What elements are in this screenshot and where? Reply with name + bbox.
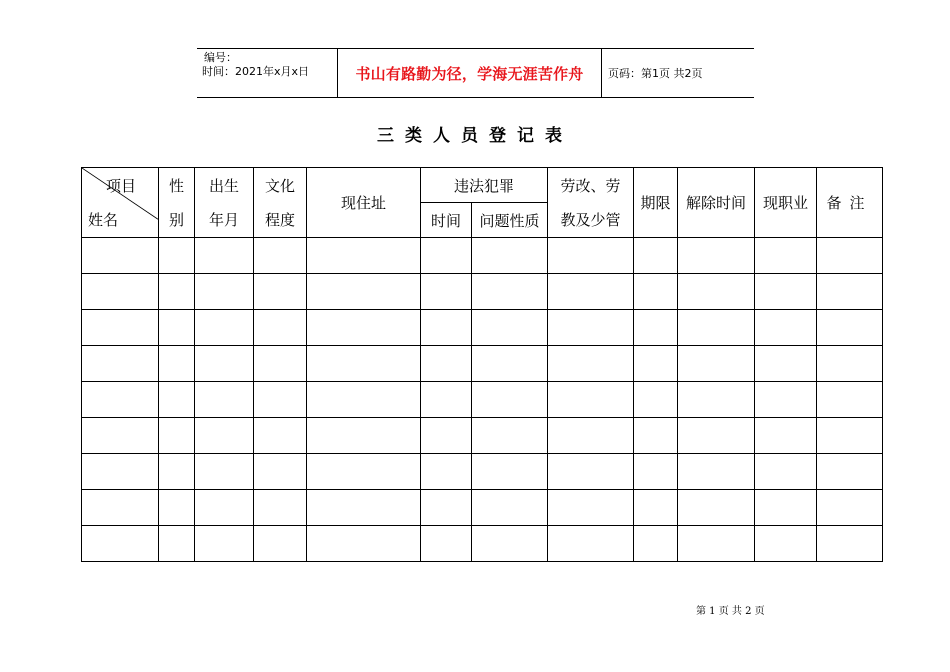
table-cell[interactable] xyxy=(421,346,472,382)
table-cell[interactable] xyxy=(82,454,159,490)
table-cell[interactable] xyxy=(159,310,195,346)
table-cell[interactable] xyxy=(548,382,634,418)
table-cell[interactable] xyxy=(421,382,472,418)
table-cell[interactable] xyxy=(307,274,421,310)
diagonal-header-cell xyxy=(82,168,159,238)
table-cell[interactable] xyxy=(548,490,634,526)
table-cell[interactable] xyxy=(421,238,472,274)
table-cell[interactable] xyxy=(472,526,548,562)
table-cell[interactable] xyxy=(472,490,548,526)
table-cell[interactable] xyxy=(307,526,421,562)
table-cell[interactable] xyxy=(678,274,755,310)
table-cell[interactable] xyxy=(254,382,307,418)
table-cell[interactable] xyxy=(755,310,817,346)
table-cell[interactable] xyxy=(817,346,883,382)
table-row xyxy=(82,454,883,490)
table-cell[interactable] xyxy=(421,454,472,490)
table-row xyxy=(82,274,883,310)
table-cell[interactable] xyxy=(548,454,634,490)
header-education xyxy=(254,168,307,238)
header-row-1 xyxy=(82,168,883,203)
table-cell[interactable] xyxy=(755,418,817,454)
header-remark: 备注 xyxy=(817,168,883,238)
table-cell[interactable] xyxy=(472,418,548,454)
table-cell[interactable] xyxy=(678,526,755,562)
table-cell[interactable] xyxy=(548,526,634,562)
header-birth-line1: 出生 xyxy=(208,176,239,195)
header-birth xyxy=(195,168,254,238)
table-cell[interactable] xyxy=(548,346,634,382)
table-cell[interactable] xyxy=(817,526,883,562)
table-cell[interactable] xyxy=(817,238,883,274)
header-birth-line2: 年月 xyxy=(208,210,239,229)
table-cell[interactable] xyxy=(307,490,421,526)
table-cell[interactable] xyxy=(678,238,755,274)
table-cell[interactable] xyxy=(755,346,817,382)
header-labor xyxy=(548,168,634,238)
page-footer: 第 1 页 共 2 页 xyxy=(696,606,765,617)
table-cell[interactable] xyxy=(307,238,421,274)
table-row xyxy=(82,346,883,382)
header-motto: 书山有路勤为径，学海无涯苦作舟 xyxy=(338,49,602,97)
header-education-line1: 文化 xyxy=(264,176,295,195)
table-cell[interactable] xyxy=(82,418,159,454)
table-cell[interactable] xyxy=(254,454,307,490)
table-cell[interactable] xyxy=(421,418,472,454)
table-cell[interactable] xyxy=(817,382,883,418)
table-cell[interactable] xyxy=(634,346,678,382)
number-label: 编号： xyxy=(204,51,237,64)
header-address: 现住址 xyxy=(307,168,421,238)
table-cell[interactable] xyxy=(159,418,195,454)
table-cell[interactable] xyxy=(159,490,195,526)
table-cell[interactable] xyxy=(195,238,254,274)
table-cell[interactable] xyxy=(472,274,548,310)
table-cell[interactable] xyxy=(254,346,307,382)
table-cell[interactable] xyxy=(678,454,755,490)
header-term: 期限 xyxy=(634,168,678,238)
table-cell[interactable] xyxy=(548,274,634,310)
page-title: 三类人员登记表 xyxy=(377,126,573,146)
table-cell[interactable] xyxy=(817,418,883,454)
table-cell[interactable] xyxy=(82,490,159,526)
table-row xyxy=(82,490,883,526)
table-cell[interactable] xyxy=(755,382,817,418)
table-cell[interactable] xyxy=(195,382,254,418)
table-cell[interactable] xyxy=(755,238,817,274)
table-cell[interactable] xyxy=(634,454,678,490)
table-cell[interactable] xyxy=(159,526,195,562)
table-cell[interactable] xyxy=(254,274,307,310)
table-cell[interactable] xyxy=(678,382,755,418)
document-header xyxy=(197,48,754,98)
table-cell[interactable] xyxy=(159,346,195,382)
table-cell[interactable] xyxy=(82,310,159,346)
table-cell[interactable] xyxy=(755,274,817,310)
table-cell[interactable] xyxy=(755,526,817,562)
table-row xyxy=(82,526,883,562)
header-crime: 违法犯罪 xyxy=(421,168,548,203)
table-cell[interactable] xyxy=(254,526,307,562)
header-labor-line2: 教及少管 xyxy=(560,210,621,229)
table-cell[interactable] xyxy=(421,490,472,526)
table-cell[interactable] xyxy=(307,382,421,418)
table-body xyxy=(82,238,883,562)
table-cell[interactable] xyxy=(548,238,634,274)
table-cell[interactable] xyxy=(421,310,472,346)
table-cell[interactable] xyxy=(254,238,307,274)
header-gender-line1: 性 xyxy=(168,176,184,195)
registration-table xyxy=(81,167,883,562)
table-cell[interactable] xyxy=(548,310,634,346)
table-cell[interactable] xyxy=(159,454,195,490)
table-cell[interactable] xyxy=(472,310,548,346)
header-page-code: 页码：第1页 共2页 xyxy=(608,67,703,80)
table-cell[interactable] xyxy=(159,382,195,418)
header-labor-line1: 劳改、劳 xyxy=(560,176,621,195)
table-cell[interactable] xyxy=(195,526,254,562)
table-cell[interactable] xyxy=(634,310,678,346)
table-cell[interactable] xyxy=(634,274,678,310)
header-release-time: 解除时间 xyxy=(678,168,755,238)
table-cell[interactable] xyxy=(678,310,755,346)
table-cell[interactable] xyxy=(307,346,421,382)
table-cell[interactable] xyxy=(817,454,883,490)
table-cell[interactable] xyxy=(254,310,307,346)
header-item: 项目 xyxy=(106,177,137,195)
table-cell[interactable] xyxy=(817,310,883,346)
table-cell[interactable] xyxy=(678,346,755,382)
table-cell[interactable] xyxy=(678,418,755,454)
table-cell[interactable] xyxy=(634,382,678,418)
table-cell[interactable] xyxy=(307,418,421,454)
header-crime-time: 时间 xyxy=(421,203,472,238)
table-row xyxy=(82,418,883,454)
header-gender xyxy=(159,168,195,238)
table-cell[interactable] xyxy=(755,454,817,490)
table-cell[interactable] xyxy=(472,346,548,382)
table-row xyxy=(82,238,883,274)
header-crime-nature: 问题性质 xyxy=(472,203,548,238)
table-row xyxy=(82,382,883,418)
header-occupation: 现职业 xyxy=(755,168,817,238)
table-cell[interactable] xyxy=(307,310,421,346)
table-cell[interactable] xyxy=(421,526,472,562)
table-cell[interactable] xyxy=(195,310,254,346)
table-cell[interactable] xyxy=(159,238,195,274)
table-cell[interactable] xyxy=(82,274,159,310)
header-name: 姓名 xyxy=(88,211,119,229)
header-education-line2: 程度 xyxy=(264,210,295,229)
table-cell[interactable] xyxy=(634,238,678,274)
table-cell[interactable] xyxy=(634,418,678,454)
table-cell[interactable] xyxy=(82,238,159,274)
table-cell[interactable] xyxy=(82,346,159,382)
table-cell[interactable] xyxy=(82,526,159,562)
table-cell[interactable] xyxy=(195,274,254,310)
table-cell[interactable] xyxy=(307,454,421,490)
table-cell[interactable] xyxy=(548,418,634,454)
table-cell[interactable] xyxy=(472,382,548,418)
table-cell[interactable] xyxy=(159,274,195,310)
table-cell[interactable] xyxy=(82,382,159,418)
table-cell[interactable] xyxy=(195,418,254,454)
table-cell[interactable] xyxy=(472,454,548,490)
time-label: 时间：2021年x月x日 xyxy=(202,65,310,78)
table-cell[interactable] xyxy=(634,490,678,526)
header-gender-line2: 别 xyxy=(168,210,184,229)
table-cell[interactable] xyxy=(755,490,817,526)
table-cell[interactable] xyxy=(195,490,254,526)
header-meta-cell xyxy=(197,49,338,97)
table-cell[interactable] xyxy=(817,490,883,526)
table-cell[interactable] xyxy=(421,274,472,310)
table-cell[interactable] xyxy=(195,454,254,490)
table-cell[interactable] xyxy=(817,274,883,310)
table-cell[interactable] xyxy=(472,238,548,274)
table-cell[interactable] xyxy=(254,490,307,526)
table-cell[interactable] xyxy=(678,490,755,526)
table-row xyxy=(82,310,883,346)
table-cell[interactable] xyxy=(634,526,678,562)
table-cell[interactable] xyxy=(254,418,307,454)
table-cell[interactable] xyxy=(195,346,254,382)
